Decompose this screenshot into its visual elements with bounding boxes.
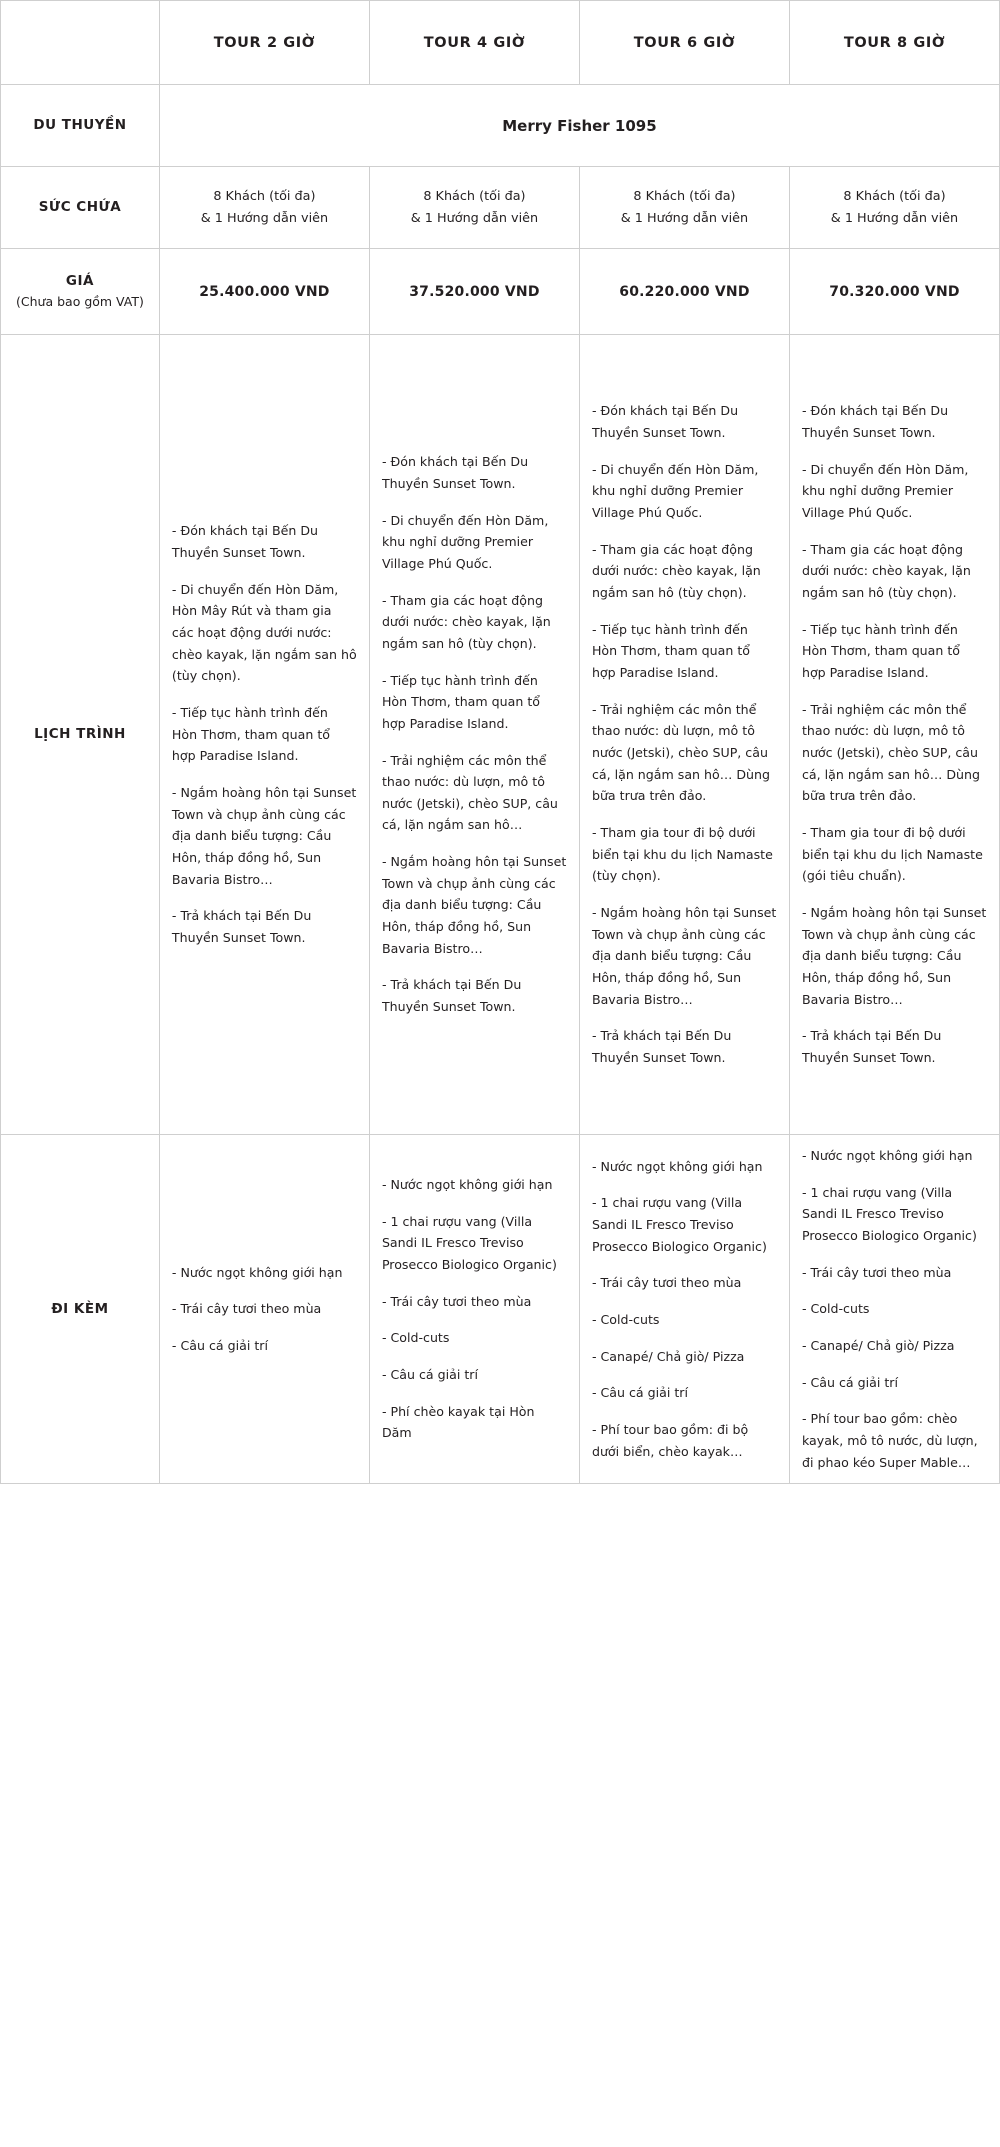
bullet-line: - Ngắm hoàng hôn tại Sunset Town và chụp ảnh cùng các địa danh biểu tượng: Cầu Hôn, tháp đồng hồ, Sun Bavaria Bistro… <box>591 904 777 1007</box>
column-header-tour-4: TOUR 8 GIỜ <box>789 1 999 85</box>
bullet-line: - Ngắm hoàng hôn tại Sunset Town và chụp ảnh cùng các địa danh biểu tượng: Cầu Hôn, tháp đồng hồ, Sun Bavaria Bistro… <box>381 854 567 956</box>
bullet-line: - Di chuyển đến Hòn Dăm, khu nghỉ dưỡng Premier Village Phú Quốc. <box>591 461 759 521</box>
bullet-line: - Cold-cuts <box>801 1301 870 1317</box>
capacity-value-tour-2: 8 Khách (tối đa) & 1 Hướng dẫn viên <box>369 167 579 249</box>
bullet-line: - 1 chai rượu vang (Villa Sandi IL Fresco Treviso Prosecco Biologico Organic) <box>801 1184 977 1243</box>
bullet-line: - Cold-cuts <box>591 1312 660 1328</box>
itinerary-tour-1 <box>159 335 369 1135</box>
itinerary-tour-2 <box>369 335 579 1135</box>
bullet-line: - Tiếp tục hành trình đến Hòn Thơm, tham quan tổ hợp Paradise Island. <box>381 672 540 731</box>
bullet-line: - Tham gia tour đi bộ dưới biển tại khu du lịch Namaste (gói tiêu chuẩn). <box>801 824 983 884</box>
capacity-value-tour-3: 8 Khách (tối đa) & 1 Hướng dẫn viên <box>579 167 789 249</box>
row-label-itinerary: LỊCH TRÌNH <box>1 335 160 1135</box>
bullet-line: - Trái cây tươi theo mùa <box>381 1293 532 1309</box>
bullet-line: - Trái cây tươi theo mùa <box>171 1301 322 1317</box>
table-row-price <box>1 249 1000 335</box>
bullet-line: - Tham gia các hoạt động dưới nước: chèo kayak, lặn ngắm san hô (tùy chọn). <box>591 541 761 601</box>
bullet-line: - Nước ngọt không giới hạn <box>591 1158 763 1174</box>
bullet-line: - Cold-cuts <box>381 1330 450 1346</box>
row-label-capacity: SỨC CHỨA <box>1 167 160 249</box>
included-tour-2 <box>369 1135 579 1484</box>
bullet-line: - Đón khách tại Bến Du Thuyền Sunset Town. <box>801 403 949 441</box>
table-row-yacht <box>1 85 1000 167</box>
price-value-tour-1: 25.400.000 VND <box>159 249 369 335</box>
column-header-tour-1: TOUR 2 GIỜ <box>159 1 369 85</box>
bullet-line: - Trả khách tại Bến Du Thuyền Sunset Town. <box>801 1028 942 1065</box>
bullet-line: - Câu cá giải trí <box>171 1337 268 1353</box>
bullet-line: - 1 chai rượu vang (Villa Sandi IL Fresco Treviso Prosecco Biologico Organic) <box>381 1213 557 1273</box>
column-header-tour-3: TOUR 6 GIỜ <box>579 1 789 85</box>
column-header-tour-2: TOUR 4 GIỜ <box>369 1 579 85</box>
bullet-line: - Câu cá giải trí <box>591 1385 688 1401</box>
bullet-line: - Canapé/ Chả giò/ Pizza <box>591 1348 745 1364</box>
bullet-line: - Tham gia các hoạt động dưới nước: chèo kayak, lặn ngắm san hô (tùy chọn). <box>381 592 551 651</box>
bullet-line: - Ngắm hoàng hôn tại Sunset Town và chụp ảnh cùng các địa danh biểu tượng: Cầu Hôn, tháp đồng hồ, Sun Bavaria Bistro… <box>801 904 987 1007</box>
bullet-line: - Trả khách tại Bến Du Thuyền Sunset Town. <box>381 977 522 1015</box>
bullet-line: - Trả khách tại Bến Du Thuyền Sunset Town. <box>591 1028 732 1065</box>
bullet-line: - Di chuyển đến Hòn Dăm, khu nghỉ dưỡng Premier Village Phú Quốc. <box>381 512 549 571</box>
bullet-line: - Tiếp tục hành trình đến Hòn Thơm, tham quan tổ hợp Paradise Island. <box>801 621 961 681</box>
row-label-included: ĐI KÈM <box>1 1135 160 1484</box>
bullet-line: - Trái cây tươi theo mùa <box>801 1264 952 1280</box>
table-row-included <box>1 1135 1000 1484</box>
table-row-itinerary <box>1 335 1000 1135</box>
bullet-line: - Nước ngọt không giới hạn <box>171 1264 343 1280</box>
capacity-value-tour-4: 8 Khách (tối đa) & 1 Hướng dẫn viên <box>789 167 999 249</box>
row-label-price-note: (Chưa bao gồm VAT) <box>16 294 144 310</box>
included-tour-3 <box>579 1135 789 1484</box>
itinerary-tour-4 <box>789 335 999 1135</box>
table-header-row <box>1 1 1000 85</box>
row-label-yacht: DU THUYỀN <box>1 85 160 167</box>
bullet-line: - Trải nghiệm các môn thể thao nước: dù lượn, mô tô nước (Jetski), chèo SUP, câu cá, lặn ngắm san hô… Dùng bữa trưa trên đảo. <box>801 701 980 804</box>
included-tour-4 <box>789 1135 999 1484</box>
bullet-line: - 1 chai rượu vang (Villa Sandi IL Fresco Treviso Prosecco Biologico Organic) <box>591 1195 767 1254</box>
capacity-value-tour-1: 8 Khách (tối đa) & 1 Hướng dẫn viên <box>159 167 369 249</box>
bullet-line: - Phí tour bao gồm: chèo kayak, mô tô nước, dù lượn, đi phao kéo Super Mable… <box>801 1411 978 1470</box>
bullet-line: - Trả khách tại Bến Du Thuyền Sunset Town. <box>171 908 312 945</box>
bullet-line: - Tiếp tục hành trình đến Hòn Thơm, tham quan tổ hợp Paradise Island. <box>171 705 330 764</box>
bullet-line: - Di chuyển đến Hòn Dăm, Hòn Mây Rút và tham gia các hoạt động dưới nước: chèo kayak, lặn ngắm san hô (tùy chọn). <box>171 581 357 684</box>
bullet-line: - Tham gia tour đi bộ dưới biển tại khu du lịch Namaste (tùy chọn). <box>591 824 773 884</box>
bullet-line: - Câu cá giải trí <box>801 1374 898 1390</box>
price-value-tour-3: 60.220.000 VND <box>579 249 789 335</box>
bullet-line: - Tham gia các hoạt động dưới nước: chèo kayak, lặn ngắm san hô (tùy chọn). <box>801 541 971 601</box>
bullet-line: - Nước ngọt không giới hạn <box>381 1177 553 1193</box>
bullet-line: - Đón khách tại Bến Du Thuyền Sunset Town. <box>381 454 529 491</box>
bullet-line: - Đón khách tại Bến Du Thuyền Sunset Town. <box>171 523 319 561</box>
bullet-line: - Câu cá giải trí <box>381 1367 478 1383</box>
bullet-line: - Di chuyển đến Hòn Dăm, khu nghỉ dưỡng Premier Village Phú Quốc. <box>801 461 969 521</box>
bullet-line: - Ngắm hoàng hôn tại Sunset Town và chụp ảnh cùng các địa danh biểu tượng: Cầu Hôn, tháp đồng hồ, Sun Bavaria Bistro… <box>171 784 357 887</box>
bullet-line: - Trải nghiệm các môn thể thao nước: dù lượn, mô tô nước (Jetski), chèo SUP, câu cá, lặn ngắm san hô… Dùng bữa trưa trên đảo. <box>591 701 770 804</box>
bullet-line: - Canapé/ Chả giò/ Pizza <box>801 1337 955 1353</box>
itinerary-tour-3 <box>579 335 789 1135</box>
bullet-line: - Đón khách tại Bến Du Thuyền Sunset Town. <box>591 403 739 441</box>
price-value-tour-2: 37.520.000 VND <box>369 249 579 335</box>
bullet-line: - Tiếp tục hành trình đến Hòn Thơm, tham quan tổ hợp Paradise Island. <box>591 621 750 681</box>
yacht-name-value: Merry Fisher 1095 <box>159 85 999 167</box>
bullet-line: - Trải nghiệm các môn thể thao nước: dù lượn, mô tô nước (Jetski), chèo SUP, câu cá, lặn ngắm san hô… <box>381 752 558 833</box>
row-label-price <box>1 249 160 335</box>
bullet-line: - Nước ngọt không giới hạn <box>801 1148 973 1163</box>
included-tour-1 <box>159 1135 369 1484</box>
bullet-line: - Phí tour bao gồm: đi bộ dưới biển, chèo kayak… <box>591 1422 749 1459</box>
price-value-tour-4: 70.320.000 VND <box>789 249 999 335</box>
bullet-line: - Trái cây tươi theo mùa <box>591 1275 742 1291</box>
row-label-price-main: GIÁ <box>65 273 94 289</box>
bullet-line: - Phí chèo kayak tại Hòn Dăm <box>381 1403 535 1441</box>
table-row-capacity <box>1 167 1000 249</box>
corner-cell <box>1 1 160 85</box>
